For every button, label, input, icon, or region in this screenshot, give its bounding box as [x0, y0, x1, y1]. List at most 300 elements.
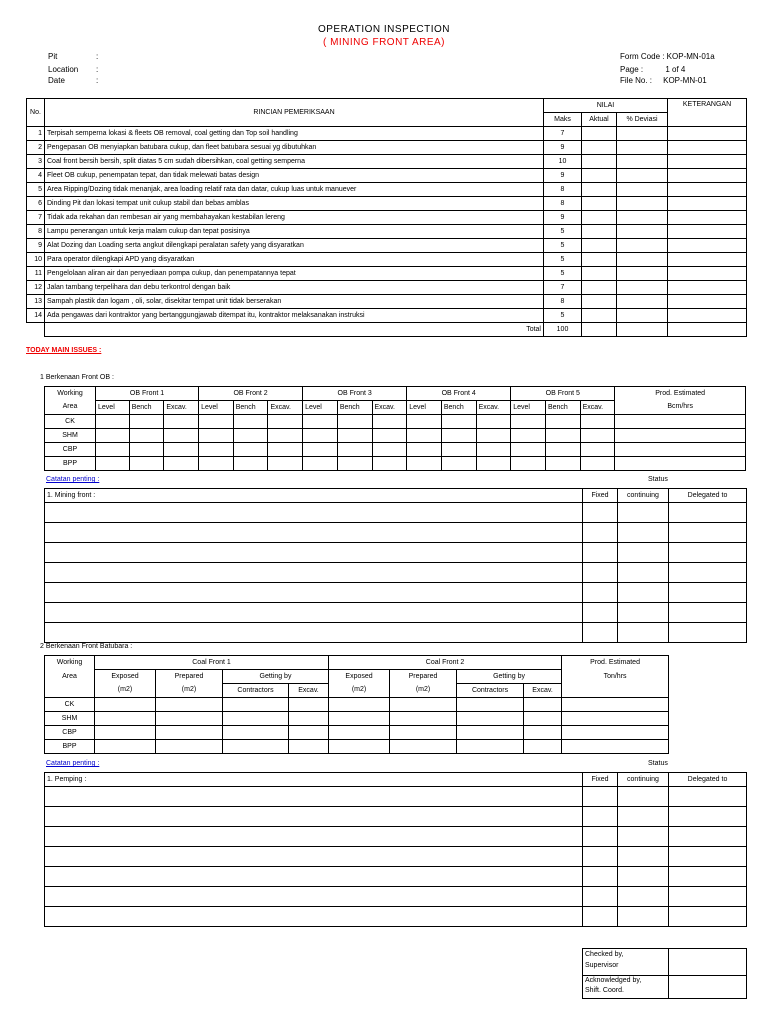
pit-label: Pit: [48, 52, 58, 61]
coal-cell[interactable]: [390, 740, 457, 754]
ob-cell[interactable]: [199, 429, 234, 443]
ob-cell[interactable]: [337, 429, 372, 443]
item-aktual[interactable]: [582, 197, 617, 211]
ob-working: Working: [45, 387, 96, 401]
ob-sub-3-2: Excav.: [372, 401, 407, 415]
ob-cell[interactable]: [268, 457, 303, 471]
coal-cell[interactable]: [457, 698, 524, 712]
ob-cell[interactable]: [511, 457, 546, 471]
item-no: 4: [27, 169, 45, 183]
coal-cell[interactable]: [562, 740, 669, 754]
note-delegated[interactable]: [669, 807, 747, 827]
ob-cell[interactable]: [268, 443, 303, 457]
ob-cell[interactable]: [303, 457, 338, 471]
notes1-fixed: Fixed: [583, 489, 618, 503]
ob-cell[interactable]: [372, 429, 407, 443]
item-no: 11: [27, 267, 45, 281]
coal-cell[interactable]: [95, 712, 156, 726]
notes2-delegated: Delegated to: [669, 773, 747, 787]
note-delegated[interactable]: [669, 887, 747, 907]
ob-sub-2-1: Bench: [233, 401, 268, 415]
ob-cell[interactable]: [580, 415, 615, 429]
note-text[interactable]: [45, 887, 583, 907]
ob-cell[interactable]: [199, 415, 234, 429]
note-row: [45, 523, 747, 543]
item-maks: 10: [544, 155, 582, 169]
note-delegated[interactable]: [669, 583, 747, 603]
note-delegated[interactable]: [669, 787, 747, 807]
item-deviasi[interactable]: [617, 183, 668, 197]
coal-cell[interactable]: [223, 726, 289, 740]
ob-cell[interactable]: [129, 443, 164, 457]
note-delegated[interactable]: [669, 523, 747, 543]
ob-cell[interactable]: [476, 415, 511, 429]
item-deviasi[interactable]: [617, 225, 668, 239]
ob-cell[interactable]: [303, 443, 338, 457]
ob-cell[interactable]: [615, 415, 746, 429]
item-aktual[interactable]: [582, 239, 617, 253]
coal-row-area: BPP: [45, 740, 95, 754]
note-text[interactable]: [45, 827, 583, 847]
note-continuing[interactable]: [618, 543, 669, 563]
acknowledged-signature[interactable]: [669, 976, 747, 999]
note-continuing[interactable]: [618, 787, 669, 807]
note-continuing[interactable]: [618, 563, 669, 583]
note-continuing[interactable]: [618, 887, 669, 907]
col-maks: Maks: [544, 113, 582, 127]
item-deviasi[interactable]: [617, 141, 668, 155]
ob-prod: Prod. Estimated: [615, 387, 746, 401]
ob-cell[interactable]: [372, 443, 407, 457]
ob-cell[interactable]: [96, 415, 130, 429]
note-fixed[interactable]: [583, 503, 618, 523]
note-fixed[interactable]: [583, 807, 618, 827]
ob-cell[interactable]: [199, 443, 234, 457]
col-aktual: Aktual: [582, 113, 617, 127]
coal-cell[interactable]: [156, 698, 223, 712]
item-text: Terpisah semperna lokasi & fleets OB removal, coal getting dan Top soil handling: [45, 127, 544, 141]
note-delegated[interactable]: [669, 847, 747, 867]
inspection-row: [27, 253, 747, 267]
coal-cell[interactable]: [329, 726, 390, 740]
ob-cell[interactable]: [580, 443, 615, 457]
coal-cell[interactable]: [289, 712, 329, 726]
ob-cell[interactable]: [303, 415, 338, 429]
notes1-delegated: Delegated to: [669, 489, 747, 503]
coal-cell[interactable]: [524, 740, 562, 754]
ob-cell[interactable]: [233, 457, 268, 471]
note-row: [45, 887, 747, 907]
item-keterangan[interactable]: [668, 253, 747, 267]
inspection-row: [27, 225, 747, 239]
coal-cell[interactable]: [457, 740, 524, 754]
item-keterangan[interactable]: [668, 141, 747, 155]
item-keterangan[interactable]: [668, 295, 747, 309]
inspection-row: [27, 267, 747, 281]
note-row: [45, 623, 747, 643]
location-sep: :: [96, 65, 99, 74]
notes2-status: Status: [648, 760, 668, 767]
coal-contractors-2: Contractors: [457, 684, 524, 698]
item-text: Pengelolaan aliran air dan penyediaan pompa cukup, dan penempatannya tepat: [45, 267, 544, 281]
note-row: [45, 563, 747, 583]
coal-cell[interactable]: [223, 740, 289, 754]
note-delegated[interactable]: [669, 543, 747, 563]
note-text[interactable]: [45, 563, 583, 583]
ob-cell[interactable]: [615, 457, 746, 471]
location-label: Location: [48, 65, 79, 74]
inspection-table: [26, 98, 747, 337]
coal-cell[interactable]: [562, 712, 669, 726]
inspection-row: [27, 309, 747, 323]
ob-front-5: OB Front 5: [511, 387, 615, 401]
ob-cell[interactable]: [164, 429, 199, 443]
item-deviasi[interactable]: [617, 253, 668, 267]
ob-cell[interactable]: [441, 429, 476, 443]
note-continuing[interactable]: [618, 867, 669, 887]
item-no: 8: [27, 225, 45, 239]
note-row: [45, 503, 747, 523]
ob-cell[interactable]: [96, 429, 130, 443]
page-info: Page : 1 of 4: [620, 65, 686, 74]
item-keterangan[interactable]: [668, 309, 747, 323]
note-text[interactable]: [45, 847, 583, 867]
note-fixed[interactable]: [583, 543, 618, 563]
note-fixed[interactable]: [583, 907, 618, 927]
inspection-row: [27, 183, 747, 197]
item-aktual[interactable]: [582, 211, 617, 225]
note-row: [45, 907, 747, 927]
ob-cell[interactable]: [96, 457, 130, 471]
coal-cell[interactable]: [524, 726, 562, 740]
item-deviasi[interactable]: [617, 155, 668, 169]
ob-front-4: OB Front 4: [407, 387, 511, 401]
note-fixed[interactable]: [583, 623, 618, 643]
item-deviasi[interactable]: [617, 127, 668, 141]
ob-sub-5-0: Level: [511, 401, 546, 415]
ob-sub-4-0: Level: [407, 401, 442, 415]
coal-cell[interactable]: [329, 712, 390, 726]
note-text[interactable]: [45, 867, 583, 887]
note-continuing[interactable]: [618, 827, 669, 847]
ob-cell[interactable]: [268, 429, 303, 443]
coal-cell[interactable]: [289, 698, 329, 712]
notes2-table: [44, 772, 747, 927]
item-text: Fleet OB cukup, penempatan tepat, dan tidak melewati batas design: [45, 169, 544, 183]
item-aktual[interactable]: [582, 155, 617, 169]
ob-row-area: SHM: [45, 429, 96, 443]
coal-exposed-2: Exposed: [329, 670, 390, 684]
note-continuing[interactable]: [618, 603, 669, 623]
item-aktual[interactable]: [582, 295, 617, 309]
ob-sub-1-1: Bench: [129, 401, 164, 415]
ob-sub-4-1: Bench: [441, 401, 476, 415]
item-no: 1: [27, 127, 45, 141]
ob-row: [45, 443, 746, 457]
acknowledged-by: Acknowledged by,: [585, 977, 642, 984]
ob-cell[interactable]: [164, 443, 199, 457]
notes1-table: [44, 488, 747, 643]
note-text[interactable]: [45, 603, 583, 623]
note-delegated[interactable]: [669, 603, 747, 623]
inspection-row: [27, 127, 747, 141]
ob-cell[interactable]: [580, 457, 615, 471]
coal-excav-1: Excav.: [289, 684, 329, 698]
col-no: No.: [27, 99, 45, 127]
note-text[interactable]: [45, 623, 583, 643]
note-continuing[interactable]: [618, 583, 669, 603]
item-maks: 5: [544, 267, 582, 281]
coal-cell[interactable]: [390, 698, 457, 712]
note-continuing[interactable]: [618, 623, 669, 643]
note-delegated[interactable]: [669, 563, 747, 583]
ob-cell[interactable]: [129, 415, 164, 429]
note-text[interactable]: [45, 543, 583, 563]
item-aktual[interactable]: [582, 281, 617, 295]
item-no: 13: [27, 295, 45, 309]
note-fixed[interactable]: [583, 563, 618, 583]
ob-cell[interactable]: [441, 443, 476, 457]
ob-cell[interactable]: [476, 457, 511, 471]
coal-cell[interactable]: [562, 698, 669, 712]
coal-cell[interactable]: [329, 698, 390, 712]
ob-front-table: [44, 386, 746, 471]
item-deviasi[interactable]: [617, 211, 668, 225]
item-aktual[interactable]: [582, 169, 617, 183]
item-keterangan[interactable]: [668, 197, 747, 211]
item-text: Coal front bersih bersih, split diatas 5 cm sudah dibersihkan, coal getting semperna: [45, 155, 544, 169]
item-text: Alat Dozing dan Loading serta angkut dilengkapi peralatan safety yang disyaratkan: [45, 239, 544, 253]
ob-prod-unit: Bcm/hrs: [615, 401, 746, 415]
ob-cell[interactable]: [615, 429, 746, 443]
note-fixed[interactable]: [583, 787, 618, 807]
item-keterangan[interactable]: [668, 281, 747, 295]
signoff-table: [582, 948, 747, 999]
note-text[interactable]: [45, 523, 583, 543]
coal-front-table: [44, 655, 669, 754]
note-delegated[interactable]: [669, 867, 747, 887]
ob-cell[interactable]: [545, 415, 580, 429]
coal-cell[interactable]: [524, 698, 562, 712]
inspection-row: [27, 141, 747, 155]
ob-row: [45, 429, 746, 443]
shift-coord-label: Shift. Coord.: [585, 987, 624, 994]
note-continuing[interactable]: [618, 907, 669, 927]
note-fixed[interactable]: [583, 523, 618, 543]
ob-cell[interactable]: [476, 429, 511, 443]
coal-cell[interactable]: [390, 712, 457, 726]
item-keterangan[interactable]: [668, 211, 747, 225]
col-deviasi: % Deviasi: [617, 113, 668, 127]
ob-cell[interactable]: [441, 457, 476, 471]
ob-cell[interactable]: [407, 443, 442, 457]
ob-cell[interactable]: [511, 443, 546, 457]
note-row: [45, 807, 747, 827]
item-keterangan[interactable]: [668, 267, 747, 281]
item-aktual[interactable]: [582, 141, 617, 155]
total-value: 100: [544, 323, 582, 337]
ob-cell[interactable]: [233, 415, 268, 429]
pit-sep: :: [96, 52, 99, 61]
ob-cell[interactable]: [372, 457, 407, 471]
ob-cell[interactable]: [511, 415, 546, 429]
ob-cell[interactable]: [511, 429, 546, 443]
ob-sub-2-2: Excav.: [268, 401, 303, 415]
coal-cell[interactable]: [457, 726, 524, 740]
item-keterangan[interactable]: [668, 239, 747, 253]
note-row: [45, 787, 747, 807]
ob-cell[interactable]: [303, 429, 338, 443]
ob-cell[interactable]: [233, 443, 268, 457]
coal-row-area: CK: [45, 698, 95, 712]
item-deviasi[interactable]: [617, 295, 668, 309]
note-continuing[interactable]: [618, 847, 669, 867]
ob-row-area: BPP: [45, 457, 96, 471]
note-fixed[interactable]: [583, 603, 618, 623]
coal-row-area: SHM: [45, 712, 95, 726]
ob-cell[interactable]: [337, 457, 372, 471]
ob-row: [45, 415, 746, 429]
coal-front-2: Coal Front 2: [329, 656, 562, 670]
ob-cell[interactable]: [441, 415, 476, 429]
note-fixed[interactable]: [583, 847, 618, 867]
item-text: Pengepasan OB menyiapkan batubara cukup, dan fleet batubara sesuai yg dibutuhkan: [45, 141, 544, 155]
item-keterangan[interactable]: [668, 169, 747, 183]
ob-cell[interactable]: [129, 429, 164, 443]
item-text: Area Ripping/Dozing tidak menanjak, area loading relatif rata dan datar, cukup luas untuk manuever: [45, 183, 544, 197]
item-deviasi[interactable]: [617, 281, 668, 295]
notes1-link[interactable]: Catatan penting :: [46, 476, 100, 483]
item-text: Tidak ada rekahan dan rembesan air yang membahayakan kestabilan lereng: [45, 211, 544, 225]
checked-signature[interactable]: [669, 949, 747, 976]
coal-cell[interactable]: [289, 740, 329, 754]
note-continuing[interactable]: [618, 503, 669, 523]
coal-cell[interactable]: [524, 712, 562, 726]
coal-cell[interactable]: [390, 726, 457, 740]
note-delegated[interactable]: [669, 623, 747, 643]
item-text: Sampah plastik dan logam , oli, solar, disekitar tempat unit tidak berserakan: [45, 295, 544, 309]
item-maks: 9: [544, 169, 582, 183]
ob-cell[interactable]: [476, 443, 511, 457]
note-fixed[interactable]: [583, 887, 618, 907]
item-keterangan[interactable]: [668, 225, 747, 239]
coal-cell[interactable]: [156, 712, 223, 726]
ob-front-1: OB Front 1: [96, 387, 199, 401]
item-deviasi[interactable]: [617, 169, 668, 183]
item-maks: 7: [544, 127, 582, 141]
note-text[interactable]: [45, 807, 583, 827]
ob-cell[interactable]: [407, 457, 442, 471]
date-sep: :: [96, 76, 99, 85]
coal-cell[interactable]: [95, 740, 156, 754]
coal-cell[interactable]: [156, 726, 223, 740]
ob-sub-5-2: Excav.: [580, 401, 615, 415]
inspection-row: [27, 295, 747, 309]
ob-cell[interactable]: [545, 443, 580, 457]
note-fixed[interactable]: [583, 867, 618, 887]
item-keterangan[interactable]: [668, 127, 747, 141]
item-no: 7: [27, 211, 45, 225]
ob-cell[interactable]: [372, 415, 407, 429]
ob-cell[interactable]: [199, 457, 234, 471]
ob-row-area: CK: [45, 415, 96, 429]
item-aktual[interactable]: [582, 267, 617, 281]
ob-cell[interactable]: [164, 415, 199, 429]
ob-cell[interactable]: [615, 443, 746, 457]
coal-cell[interactable]: [156, 740, 223, 754]
item-keterangan[interactable]: [668, 183, 747, 197]
ob-cell[interactable]: [407, 415, 442, 429]
item-deviasi[interactable]: [617, 267, 668, 281]
item-aktual[interactable]: [582, 309, 617, 323]
ob-cell[interactable]: [407, 429, 442, 443]
note-row: [45, 603, 747, 623]
item-no: 2: [27, 141, 45, 155]
ob-row: [45, 457, 746, 471]
ob-cell[interactable]: [268, 415, 303, 429]
item-aktual[interactable]: [582, 127, 617, 141]
ob-cell[interactable]: [580, 429, 615, 443]
note-text[interactable]: [45, 907, 583, 927]
note-delegated[interactable]: [669, 827, 747, 847]
ob-cell[interactable]: [233, 429, 268, 443]
note-text[interactable]: [45, 787, 583, 807]
item-deviasi[interactable]: [617, 197, 668, 211]
coal-cell[interactable]: [562, 726, 669, 740]
note-row: [45, 583, 747, 603]
coal-cell[interactable]: [223, 698, 289, 712]
coal-cell[interactable]: [95, 698, 156, 712]
coal-cell[interactable]: [289, 726, 329, 740]
item-deviasi[interactable]: [617, 309, 668, 323]
item-aktual[interactable]: [582, 183, 617, 197]
note-delegated[interactable]: [669, 907, 747, 927]
note-text[interactable]: [45, 583, 583, 603]
item-aktual[interactable]: [582, 225, 617, 239]
note-text[interactable]: [45, 503, 583, 523]
ob-cell[interactable]: [337, 415, 372, 429]
item-maks: 8: [544, 197, 582, 211]
item-aktual[interactable]: [582, 253, 617, 267]
date-label: Date: [48, 76, 65, 85]
ob-cell[interactable]: [129, 457, 164, 471]
ob-cell[interactable]: [164, 457, 199, 471]
note-delegated[interactable]: [669, 503, 747, 523]
coal-cell[interactable]: [329, 740, 390, 754]
notes2-link[interactable]: Catatan penting :: [46, 760, 100, 767]
coal-row: [45, 726, 669, 740]
ob-cell[interactable]: [96, 443, 130, 457]
coal-getting-1: Getting by: [223, 670, 329, 684]
note-fixed[interactable]: [583, 583, 618, 603]
coal-area: Area: [45, 670, 95, 684]
item-deviasi[interactable]: [617, 239, 668, 253]
ob-area: Area: [45, 401, 96, 415]
coal-cell[interactable]: [457, 712, 524, 726]
coal-cell[interactable]: [95, 726, 156, 740]
coal-cell[interactable]: [223, 712, 289, 726]
item-no: 6: [27, 197, 45, 211]
note-continuing[interactable]: [618, 807, 669, 827]
note-continuing[interactable]: [618, 523, 669, 543]
ob-cell[interactable]: [545, 457, 580, 471]
ob-cell[interactable]: [545, 429, 580, 443]
item-keterangan[interactable]: [668, 155, 747, 169]
item-maks: 8: [544, 295, 582, 309]
ob-cell[interactable]: [337, 443, 372, 457]
item-no: 12: [27, 281, 45, 295]
note-fixed[interactable]: [583, 827, 618, 847]
